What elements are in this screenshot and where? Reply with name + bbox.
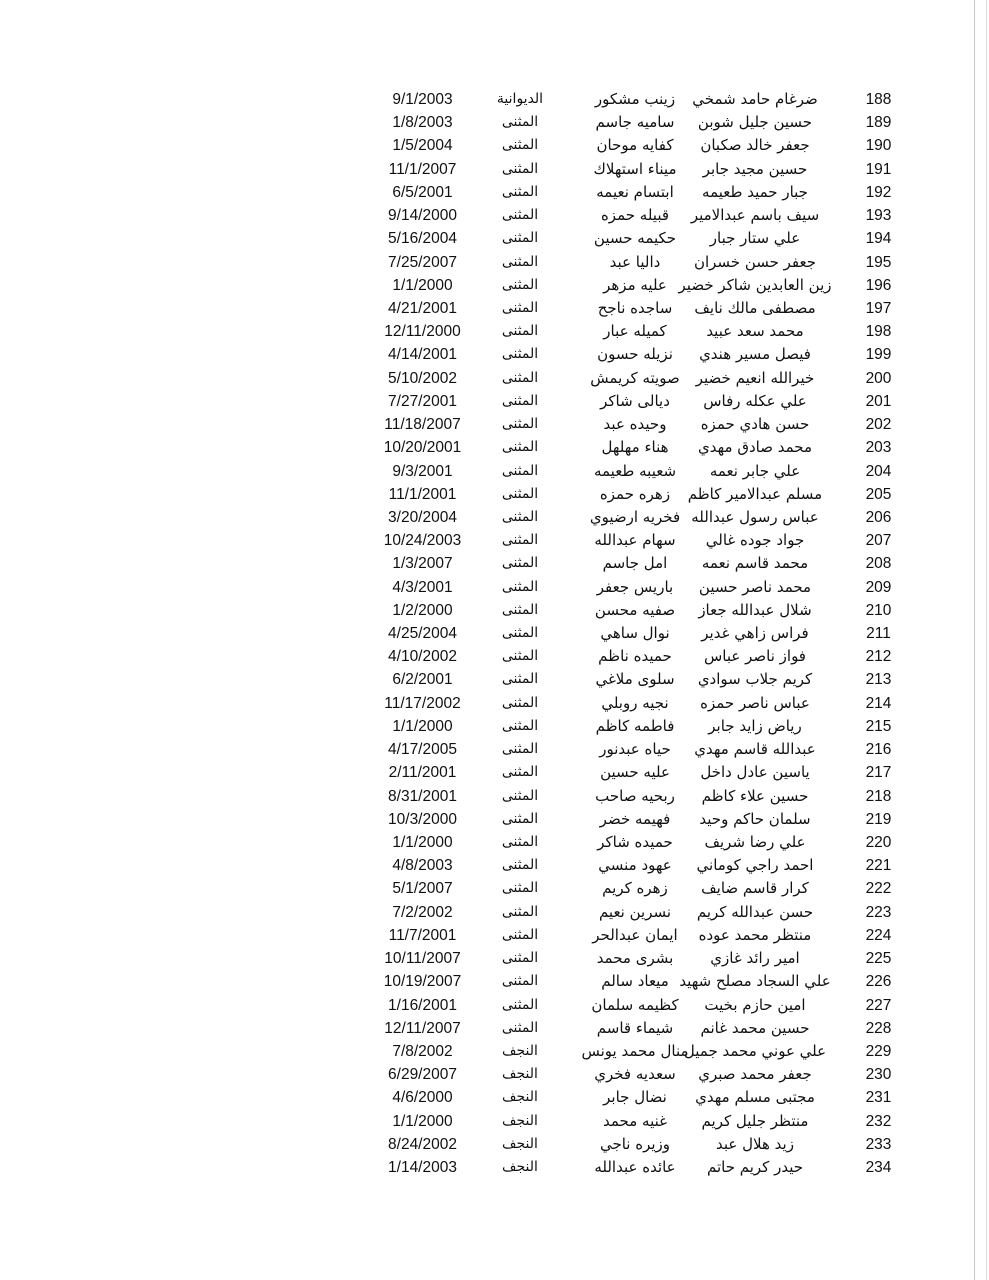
- province: المثنى: [501, 323, 539, 340]
- mother-name: شعيبه طعيمه: [593, 461, 677, 480]
- person-name: امير رائد غازي: [710, 949, 800, 968]
- mother-name: امل جاسم: [602, 554, 668, 573]
- birth-date: 1/3/2007: [392, 555, 453, 573]
- mother-name: داليا عبد: [609, 252, 661, 271]
- mother-name: عليه مزهر: [603, 275, 667, 294]
- province: المثنى: [501, 926, 539, 943]
- birth-date: 9/3/2001: [392, 462, 453, 480]
- mother-name: ساميه جاسم: [595, 113, 675, 132]
- mother-name: زهره كريم: [602, 879, 668, 898]
- person-name: حسين جليل شوبن: [697, 113, 813, 132]
- mother-name: نزيله حسون: [597, 345, 673, 364]
- person-name: حسين مجيد جابر: [702, 159, 808, 178]
- row-number: 203: [865, 439, 892, 457]
- table-row: [0, 158, 989, 181]
- row-number: 210: [865, 601, 892, 619]
- province: المثنى: [501, 207, 539, 224]
- person-name: كريم جلاب سوادي: [697, 670, 813, 689]
- mother-name: هناء مهلهل: [601, 438, 669, 457]
- row-number: 225: [865, 950, 892, 968]
- person-name: جبار حميد طعيمه: [702, 182, 808, 201]
- person-name: كرار قاسم ضايف: [701, 879, 809, 898]
- birth-date: 1/8/2003: [392, 114, 453, 132]
- province: المثنى: [501, 346, 539, 363]
- person-name: محمد ناصر حسين: [698, 577, 812, 596]
- person-name: امين حازم بخيت: [704, 995, 806, 1014]
- row-number: 201: [865, 392, 892, 410]
- mother-name: نضال جابر: [603, 1088, 667, 1107]
- table-row: [0, 645, 989, 668]
- province: المثنى: [501, 416, 539, 433]
- birth-date: 3/20/2004: [388, 508, 457, 526]
- row-number: 216: [865, 741, 892, 759]
- table-row: [0, 552, 989, 575]
- province: المثنى: [501, 996, 539, 1013]
- table-row: [0, 367, 989, 390]
- province: المثنى: [501, 439, 539, 456]
- province: المثنى: [501, 601, 539, 618]
- birth-date: 8/24/2002: [388, 1135, 457, 1153]
- province: المثنى: [501, 950, 539, 967]
- province: المثنى: [501, 114, 539, 131]
- row-number: 195: [865, 253, 892, 271]
- birth-date: 4/10/2002: [388, 648, 457, 666]
- province: المثنى: [501, 764, 539, 781]
- birth-date: 4/25/2004: [388, 625, 457, 643]
- birth-date: 7/27/2001: [388, 392, 457, 410]
- mother-name: غنيه محمد: [603, 1111, 667, 1130]
- birth-date: 1/16/2001: [388, 996, 457, 1014]
- person-name: عباس ناصر حمزه: [700, 693, 810, 712]
- row-number: 234: [865, 1159, 892, 1177]
- row-number: 192: [865, 183, 892, 201]
- row-number: 227: [865, 996, 892, 1014]
- row-number: 233: [865, 1135, 892, 1153]
- mother-name: نوال ساهي: [600, 624, 670, 643]
- province: المثنى: [501, 276, 539, 293]
- table-row: [0, 390, 989, 413]
- mother-name: نسرين نعيم: [598, 902, 672, 921]
- birth-date: 11/17/2002: [384, 694, 461, 712]
- person-name: ضرغام حامد شمخي: [692, 90, 818, 108]
- row-number: 229: [865, 1042, 892, 1060]
- birth-date: 5/10/2002: [388, 369, 457, 387]
- person-name: عباس رسول عبدالله: [691, 507, 819, 526]
- table-row: [0, 181, 989, 204]
- person-name: علي ستار جبار: [709, 229, 801, 248]
- mother-name: بشرى محمد: [596, 949, 674, 968]
- province: المثنى: [501, 717, 539, 734]
- person-name: خيرالله انعيم خضير: [695, 368, 815, 387]
- birth-date: 1/14/2003: [388, 1159, 457, 1177]
- mother-name: ربحيه صاحب: [595, 786, 675, 805]
- table-row: [0, 1156, 989, 1179]
- person-name: مجتبى مسلم مهدي: [695, 1088, 815, 1107]
- table-row: [0, 715, 989, 738]
- birth-date: 1/1/2000: [392, 834, 453, 851]
- table-row: [0, 668, 989, 691]
- province: المثنى: [501, 787, 539, 804]
- person-name: مسلم عبدالامير كاظم: [687, 484, 823, 503]
- province: المثنى: [501, 508, 539, 525]
- person-name: محمد سعد عبيد: [706, 322, 804, 341]
- mother-name: ميناء استهلاك: [593, 159, 677, 178]
- mother-name: زهره حمزه: [599, 484, 671, 503]
- table-row: [0, 576, 989, 599]
- table-row: [0, 320, 989, 343]
- table-row: [0, 111, 989, 134]
- person-name: علي عكله رفاس: [703, 391, 807, 410]
- table-row: [0, 436, 989, 459]
- province: الديوانية: [496, 91, 544, 107]
- table-row: [0, 854, 989, 877]
- person-name: علي جابر نعمه: [709, 461, 801, 480]
- row-number: 208: [865, 555, 892, 573]
- birth-date: 4/14/2001: [388, 346, 457, 364]
- row-number: 200: [865, 369, 892, 387]
- mother-name: فهيمه خضر: [599, 809, 671, 828]
- province: المثنى: [501, 555, 539, 572]
- mother-name: عهود منسي: [598, 856, 672, 875]
- birth-date: 1/1/2000: [392, 276, 453, 294]
- person-name: جعفر خالد صكبان: [700, 136, 810, 155]
- row-number: 222: [865, 880, 892, 898]
- table-row: [0, 947, 989, 970]
- birth-date: 6/5/2001: [392, 183, 453, 201]
- person-name: محمد صادق مهدي: [698, 438, 812, 457]
- birth-date: 11/7/2001: [388, 926, 457, 944]
- person-name: حسن عبدالله كريم: [696, 902, 814, 921]
- birth-date: 4/21/2001: [388, 299, 457, 317]
- row-number: 197: [865, 299, 892, 317]
- row-number: 199: [865, 346, 892, 364]
- birth-date: 7/8/2002: [392, 1042, 453, 1060]
- mother-name: ساجده ناجح: [597, 298, 673, 317]
- mother-name: ابتسام نعيمه: [596, 182, 674, 201]
- birth-date: 4/3/2001: [392, 578, 453, 596]
- birth-date: 5/1/2007: [392, 880, 453, 898]
- row-number: 204: [865, 462, 892, 480]
- mother-name: سهام عبدالله: [594, 531, 676, 550]
- row-number: 202: [865, 416, 892, 434]
- table-row: [0, 808, 989, 831]
- mother-name: حميده ناظم: [598, 647, 672, 666]
- row-number: 220: [865, 834, 892, 851]
- person-name: حسن هادي حمزه: [700, 415, 810, 434]
- row-number: 232: [865, 1112, 892, 1130]
- province: المثنى: [501, 694, 539, 711]
- mother-name: ديالى شاكر: [600, 391, 670, 410]
- row-number: 226: [865, 973, 892, 991]
- table-row: [0, 343, 989, 366]
- province: المثنى: [501, 532, 539, 549]
- person-name: زين العابدين شاكر خضير: [678, 275, 832, 294]
- province: المثنى: [501, 253, 539, 270]
- table-row: [0, 622, 989, 645]
- province: النجف: [502, 1089, 538, 1106]
- row-number: 223: [865, 903, 892, 921]
- row-number: 224: [865, 926, 892, 944]
- person-name: حيدر كريم حاتم: [706, 1158, 804, 1177]
- mother-name: سعديه فخري: [594, 1065, 676, 1084]
- province: النجف: [502, 1112, 538, 1129]
- table-row: [0, 901, 989, 924]
- table-row: [0, 970, 989, 993]
- mother-name: كميله عبار: [603, 322, 667, 341]
- table-row: [0, 413, 989, 436]
- mother-name: سلوى ملاغي: [595, 670, 675, 689]
- row-number: 193: [865, 207, 892, 225]
- table-row: [0, 599, 989, 622]
- birth-date: 6/2/2001: [392, 671, 453, 689]
- table-row: [0, 274, 989, 297]
- row-number: 230: [865, 1066, 892, 1084]
- mother-name: صفيه محسن: [594, 600, 676, 619]
- mother-name: صويته كريمش: [590, 368, 680, 387]
- table-row: [0, 483, 989, 506]
- table-row: [0, 251, 989, 274]
- province: المثنى: [501, 671, 539, 688]
- person-name: علي عوني محمد جميل: [683, 1041, 827, 1060]
- table-row: [0, 1110, 989, 1133]
- mother-name: حياه عبدنور: [599, 740, 671, 759]
- province: المثنى: [501, 485, 539, 502]
- mother-name: فاطمه كاظم: [595, 716, 675, 735]
- row-number: 221: [865, 857, 892, 875]
- person-name: منتظر جليل كريم: [701, 1111, 809, 1130]
- row-number: 213: [865, 671, 892, 689]
- person-name: علي رضا شريف: [704, 833, 806, 851]
- province: المثنى: [501, 625, 539, 642]
- table-row: [0, 831, 989, 854]
- person-name: شلال عبدالله جعاز: [698, 600, 812, 619]
- table-row: [0, 785, 989, 808]
- row-number: 189: [865, 114, 892, 132]
- table-row: [0, 692, 989, 715]
- birth-date: 11/1/2007: [388, 160, 457, 178]
- province: المثنى: [501, 810, 539, 827]
- province: المثنى: [501, 973, 539, 990]
- person-name: محمد قاسم نعمه: [701, 554, 809, 573]
- table-row: [0, 1086, 989, 1109]
- birth-date: 7/25/2007: [388, 253, 457, 271]
- row-number: 211: [866, 625, 891, 643]
- row-number: 190: [865, 137, 892, 155]
- birth-date: 11/1/2001: [388, 485, 457, 503]
- mother-name: وحيده عبد: [603, 415, 667, 434]
- person-name: حسين علاء كاظم: [701, 786, 809, 805]
- person-name: رياض زايد جابر: [708, 716, 802, 735]
- mother-name: باريس جعفر: [596, 577, 674, 596]
- person-name: احمد راجي كوماني: [696, 856, 814, 875]
- record-list: [0, 88, 989, 1179]
- province: المثنى: [501, 299, 539, 316]
- birth-date: 9/14/2000: [388, 207, 457, 225]
- birth-date: 8/31/2001: [388, 787, 457, 805]
- person-name: جعفر حسن خسران: [693, 252, 817, 271]
- province: المثنى: [501, 903, 539, 920]
- birth-date: 10/11/2007: [384, 950, 461, 968]
- birth-date: 12/11/2000: [384, 323, 461, 341]
- mother-name: منال محمد يونس: [581, 1041, 689, 1060]
- person-name: علي السجاد مصلح شهيد: [679, 972, 831, 991]
- birth-date: 4/8/2003: [392, 857, 453, 875]
- person-name: فيصل مسير هندي: [699, 345, 811, 364]
- person-name: حسين محمد غانم: [700, 1018, 810, 1037]
- province: المثنى: [501, 578, 539, 595]
- row-number: 194: [865, 230, 892, 248]
- row-number: 209: [865, 578, 892, 596]
- table-row: [0, 460, 989, 483]
- province: المثنى: [501, 857, 539, 874]
- person-name: سلمان حاكم وحيد: [699, 809, 811, 828]
- birth-date: 1/2/2000: [392, 601, 453, 619]
- birth-date: 5/16/2004: [388, 230, 457, 248]
- person-name: مصطفى مالك نايف: [694, 298, 816, 317]
- row-number: 231: [865, 1089, 892, 1107]
- person-name: زيد هلال عبد: [716, 1134, 794, 1153]
- table-row: [0, 88, 989, 111]
- birth-date: 7/2/2002: [392, 903, 453, 921]
- table-row: [0, 1063, 989, 1086]
- province: المثنى: [501, 369, 539, 386]
- mother-name: ميعاد سالم: [601, 972, 669, 991]
- person-name: منتظر محمد عوده: [698, 925, 812, 944]
- birth-date: 9/1/2003: [392, 91, 453, 108]
- province: المثنى: [501, 137, 539, 154]
- table-row: [0, 738, 989, 761]
- table-row: [0, 994, 989, 1017]
- province: المثنى: [501, 1019, 539, 1036]
- province: المثنى: [501, 462, 539, 479]
- mother-name: نجيه روبلي: [601, 693, 669, 712]
- table-row: [0, 134, 989, 157]
- table-row: [0, 877, 989, 900]
- province: المثنى: [501, 648, 539, 665]
- mother-name: عائده عبدالله: [594, 1158, 676, 1177]
- table-row: [0, 1017, 989, 1040]
- mother-name: كظيمه سلمان: [591, 995, 679, 1014]
- table-row: [0, 506, 989, 529]
- table-row: [0, 1133, 989, 1156]
- table-row: [0, 297, 989, 320]
- row-number: 205: [865, 485, 892, 503]
- row-number: 219: [865, 810, 892, 828]
- province: المثنى: [501, 160, 539, 177]
- row-number: 198: [865, 323, 892, 341]
- mother-name: ايمان عبدالحر: [592, 925, 678, 944]
- person-name: ياسين عادل داخل: [700, 763, 810, 782]
- row-number: 191: [865, 160, 892, 178]
- table-row: [0, 924, 989, 947]
- mother-name: زينب مشكور: [594, 90, 676, 108]
- person-name: جعفر محمد صبري: [698, 1065, 812, 1084]
- birth-date: 10/3/2000: [388, 810, 457, 828]
- mother-name: عليه حسين: [600, 763, 670, 782]
- mother-name: فخريه ارضيوي: [589, 507, 681, 526]
- row-number: 206: [865, 508, 892, 526]
- person-name: سيف باسم عبدالامير: [690, 206, 820, 225]
- birth-date: 10/20/2001: [383, 439, 462, 457]
- province: المثنى: [501, 392, 539, 409]
- birth-date: 11/18/2007: [384, 416, 461, 434]
- row-number: 196: [865, 276, 892, 294]
- row-number: 214: [865, 694, 892, 712]
- person-name: عبدالله قاسم مهدي: [694, 740, 816, 759]
- mother-name: حميده شاكر: [597, 833, 673, 851]
- birth-date: 6/29/2007: [388, 1066, 457, 1084]
- province: المثنى: [501, 741, 539, 758]
- row-number: 207: [865, 532, 892, 550]
- birth-date: 1/1/2000: [392, 717, 453, 735]
- province: المثنى: [501, 183, 539, 200]
- birth-date: 1/5/2004: [392, 137, 453, 155]
- row-number: 212: [865, 648, 892, 666]
- person-name: جواد جوده غالي: [705, 531, 805, 550]
- province: النجف: [502, 1135, 538, 1152]
- mother-name: وزيره ناجي: [599, 1134, 671, 1153]
- birth-date: 4/17/2005: [388, 741, 457, 759]
- table-row: [0, 1040, 989, 1063]
- birth-date: 10/19/2007: [383, 973, 462, 991]
- table-row: [0, 761, 989, 784]
- row-number: 218: [865, 787, 892, 805]
- mother-name: شيماء قاسم: [596, 1018, 674, 1037]
- province: النجف: [502, 1159, 538, 1176]
- person-name: فواز ناصر عباس: [704, 647, 806, 666]
- table-row: [0, 204, 989, 227]
- province: المثنى: [501, 230, 539, 247]
- row-number: 228: [865, 1019, 892, 1037]
- mother-name: قبيله حمزه: [600, 206, 670, 225]
- province: المثنى: [501, 880, 539, 897]
- mother-name: كفايه موحان: [596, 136, 674, 155]
- person-name: فراس زاهي غدير: [701, 624, 809, 643]
- row-number: 217: [865, 764, 892, 782]
- birth-date: 1/1/2000: [392, 1112, 453, 1130]
- table-row: [0, 529, 989, 552]
- province: النجف: [502, 1042, 538, 1059]
- row-number: 188: [865, 91, 892, 108]
- table-row: [0, 227, 989, 250]
- birth-date: 12/11/2007: [384, 1019, 461, 1037]
- province: المثنى: [501, 834, 539, 850]
- mother-name: حكيمه حسين: [593, 229, 677, 248]
- birth-date: 4/6/2000: [392, 1089, 453, 1107]
- row-number: 215: [865, 717, 892, 735]
- province: النجف: [502, 1066, 538, 1083]
- birth-date: 10/24/2003: [383, 532, 462, 550]
- birth-date: 2/11/2001: [388, 764, 457, 782]
